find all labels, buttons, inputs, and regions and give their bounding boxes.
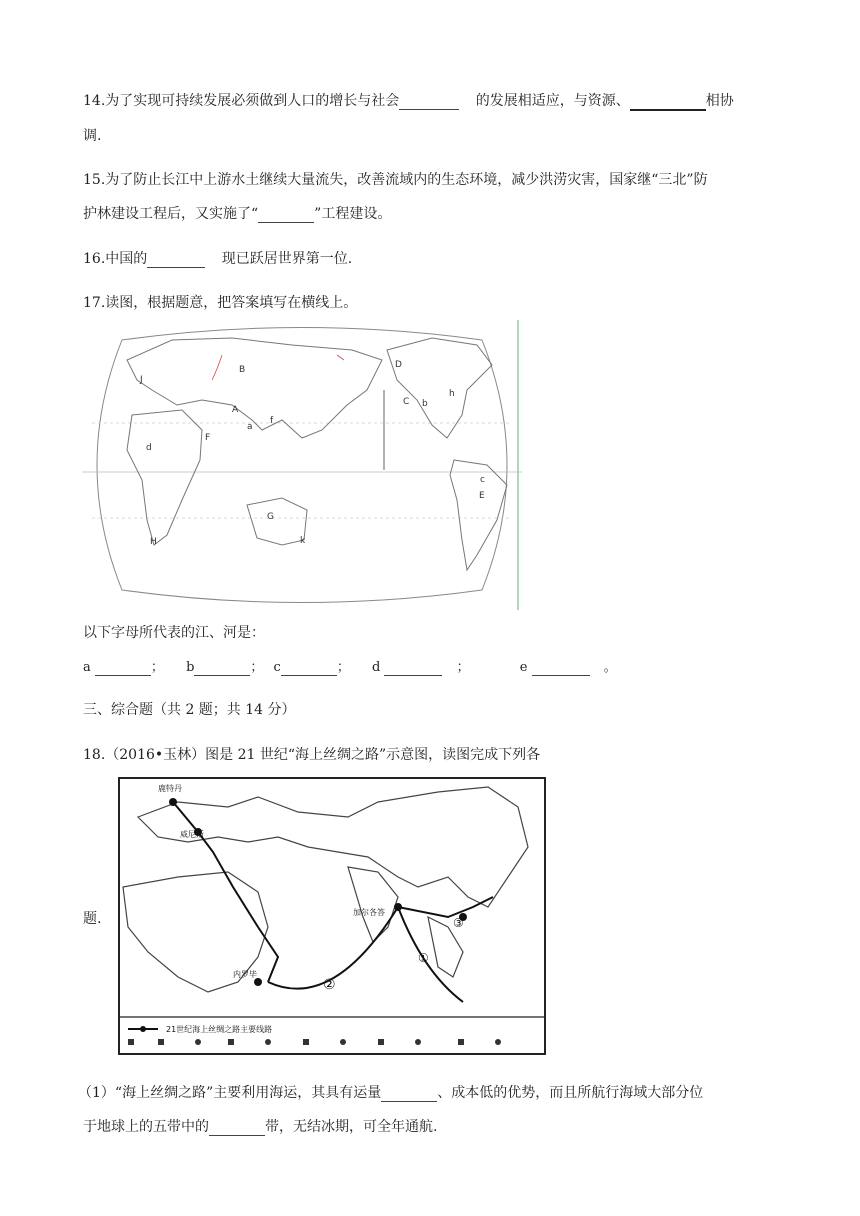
q18-sub1-line2: 于地球上的五带中的 带，无结冰期，可全年通航. xyxy=(83,1119,438,1135)
q17-answers: a ； b ； c ； d ； e 。 xyxy=(83,660,617,675)
blank[interactable] xyxy=(399,93,459,110)
q14-line2: 调. xyxy=(83,128,102,144)
blank[interactable] xyxy=(209,1119,265,1136)
map-label: f xyxy=(270,416,274,426)
q18-suffix: 题. xyxy=(83,911,102,927)
city-label: 鹿特丹 xyxy=(158,784,182,793)
blank-b[interactable] xyxy=(194,660,250,676)
route-marker: ③ xyxy=(453,916,464,930)
blank-e[interactable] xyxy=(532,660,590,676)
q14-line1: 14.为了实现可持续发展必须做到人口的增长与社会 的发展相适应，与资源、 相协 xyxy=(83,93,734,109)
world-map xyxy=(82,320,522,610)
q15-line2: 护林建设工程后，又实施了“ ”工程建设。 xyxy=(83,206,392,222)
legend-title: 21世纪海上丝绸之路主要线路 xyxy=(166,1025,273,1034)
q16-line: 16.中国的 现已跃居世界第一位. xyxy=(83,251,353,267)
map-label: D xyxy=(395,360,402,370)
city-label: 威尼斯 xyxy=(180,830,204,839)
blank-c[interactable] xyxy=(281,660,337,676)
map-label: G xyxy=(267,512,274,522)
map-label: k xyxy=(300,536,306,546)
blank-a[interactable] xyxy=(95,660,151,676)
map-label: E xyxy=(479,491,485,501)
blank[interactable] xyxy=(381,1085,437,1102)
blank[interactable] xyxy=(630,93,706,111)
q17-text: 17.读图，根据题意，把答案填写在横线上。 xyxy=(83,295,358,311)
map-label: B xyxy=(239,365,246,375)
blank-d[interactable] xyxy=(384,660,442,676)
q15-line1: 15.为了防止长江中上游水土继续大量流失，改善流域内的生态环境，减少洪涝灾害，国家继“三北”防 xyxy=(83,172,708,188)
route-marker: ① xyxy=(418,951,429,965)
silk-road-map xyxy=(118,777,546,1055)
city-label: 加尔各答 xyxy=(353,908,385,917)
route-marker: ② xyxy=(323,977,336,993)
map-label: F xyxy=(205,433,211,443)
map-label: d xyxy=(146,443,152,453)
q17-rivers-intro: 以下字母所代表的江、河是： xyxy=(83,625,265,641)
map-label: H xyxy=(150,537,157,547)
map-label: c xyxy=(480,475,485,485)
city-label: 内罗毕 xyxy=(233,970,257,979)
map-label: a xyxy=(247,422,253,432)
q18-text: 18.（2016•玉林）图是 21 世纪“海上丝绸之路”示意图，读图完成下列各 xyxy=(83,747,541,763)
q18-sub1-line1: （1）“海上丝绸之路”主要利用海运，其具有运量 、成本低的优势，而且所航行海域大部分位 xyxy=(78,1085,704,1101)
section3-title: 三、综合题（共 2 题；共 14 分） xyxy=(83,702,296,718)
map-label: C xyxy=(403,397,410,407)
map-label: h xyxy=(449,389,455,399)
map-label: b xyxy=(422,399,428,409)
blank[interactable] xyxy=(147,251,205,268)
map-label: J xyxy=(140,375,143,385)
blank[interactable] xyxy=(258,206,314,223)
map-label: A xyxy=(232,405,239,415)
